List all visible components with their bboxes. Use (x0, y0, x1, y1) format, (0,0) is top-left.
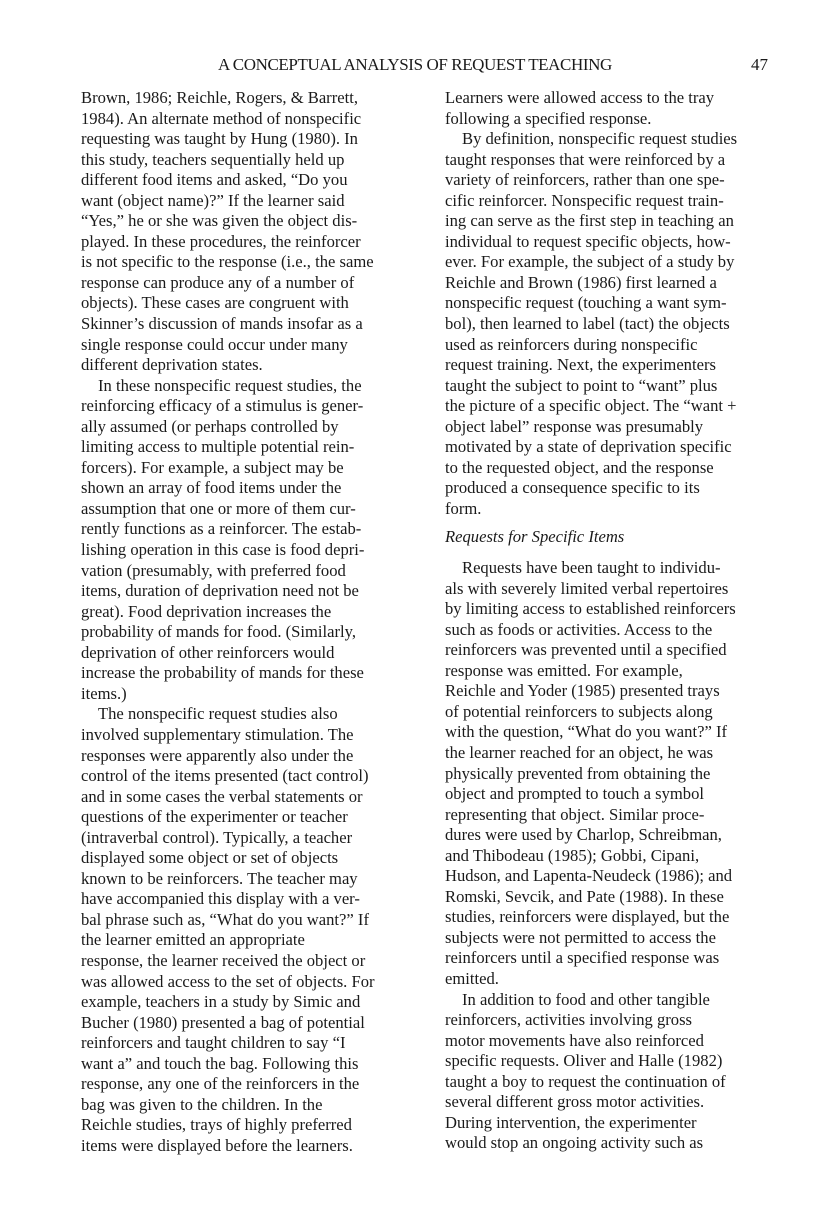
text-line: responses were apparently also under the (81, 745, 354, 765)
right-column (445, 88, 768, 1154)
text-line: The nonspecific request studies also (98, 704, 338, 724)
text-line: used as reinforcers during nonspecific (445, 334, 698, 354)
text-line: Bucher (1980) presented a bag of potential (81, 1012, 365, 1032)
text-line: deprivation of other reinforcers would (81, 642, 335, 662)
text-line: involved supplementary stimulation. The (81, 724, 354, 744)
text-line: bol), then learned to label (tact) the objects (445, 314, 730, 334)
text-line: ally assumed (or perhaps controlled by (81, 416, 339, 436)
text-line: taught a boy to request the continuation of (445, 1071, 726, 1091)
text-line: Skinner’s discussion of mands insofar as a (81, 314, 363, 334)
text-line: bag was given to the children. In the (81, 1094, 323, 1114)
text-line: cific reinforcer. Nonspecific request train- (445, 190, 724, 210)
text-line: 1984). An alternate method of nonspecific (81, 108, 362, 128)
paragraph (81, 376, 405, 705)
text-line: “Yes,” he or she was given the object dis- (81, 211, 358, 231)
text-line: want (object name)?” If the learner said (81, 190, 345, 210)
text-line: is not specific to the response (i.e., the same (81, 252, 374, 272)
text-line: studies, reinforcers were displayed, but the (445, 907, 730, 927)
text-line: shown an array of food items under the (81, 478, 342, 498)
text-line: this study, teachers sequentially held up (81, 149, 345, 169)
text-line: lishing operation in this case is food depri- (81, 540, 365, 560)
running-title: A CONCEPTUAL ANALYSIS OF REQUEST TEACHING (218, 55, 612, 74)
text-line: vation (presumably, with preferred food (81, 560, 346, 580)
text-line: great). Food deprivation increases the (81, 601, 332, 621)
text-line: object label” response was presumably (445, 416, 704, 436)
text-line: the learner emitted an appropriate (81, 930, 305, 950)
text-line: reinforcers was prevented until a specified (445, 640, 727, 660)
text-line: motor movements have also reinforced (445, 1030, 704, 1050)
text-line: dures were used by Charlop, Schreibman, (445, 825, 722, 845)
text-line: individual to request specific objects, how- (445, 231, 731, 251)
text-line: have accompanied this display with a ver- (81, 889, 360, 909)
text-line: representing that object. Similar proce- (445, 804, 705, 824)
text-line: Reichle and Brown (1986) first learned a (445, 272, 717, 292)
text-line: Requests have been taught to individu- (462, 558, 721, 578)
text-line: known to be reinforcers. The teacher may (81, 868, 358, 888)
text-line: subjects were not permitted to access the (445, 927, 716, 947)
text-line: by limiting access to established reinforcers (445, 599, 736, 619)
text-line: (intraverbal control). Typically, a teacher (81, 827, 353, 847)
text-line: During intervention, the experimenter (445, 1112, 697, 1132)
text-line: object and prompted to touch a symbol (445, 784, 704, 804)
text-line: In addition to food and other tangible (462, 989, 710, 1009)
text-line: example, teachers in a study by Simic and (81, 992, 361, 1012)
text-line: reinforcers and taught children to say “I (81, 1033, 346, 1053)
text-line: By definition, nonspecific request studies (462, 129, 738, 149)
section-heading: Requests for Specific Items (445, 527, 625, 547)
page-number: 47 (751, 55, 768, 74)
text-line: emitted. (445, 968, 499, 988)
text-line: of potential reinforcers to subjects along (445, 701, 713, 721)
text-line: Learners were allowed access to the tray (445, 88, 715, 107)
text-line: objects). These cases are congruent with (81, 293, 349, 313)
text-line: probability of mands for food. (Similarly, (81, 622, 356, 642)
text-line: and in some cases the verbal statements or (81, 786, 363, 806)
text-line: single response could occur under many (81, 334, 348, 354)
text-line: nonspecific request (touching a want sym- (445, 293, 727, 313)
text-line: items were displayed before the learners. (81, 1135, 353, 1155)
paragraph (445, 88, 768, 129)
text-line: requesting was taught by Hung (1980). In (81, 129, 358, 149)
text-line: forcers). For example, a subject may be (81, 457, 344, 477)
text-line: ever. For example, the subject of a study by (445, 252, 735, 272)
text-line: In these nonspecific request studies, the (98, 375, 362, 395)
text-line: physically prevented from obtaining the (445, 763, 711, 783)
text-line: variety of reinforcers, rather than one spe- (445, 170, 725, 190)
paragraph (445, 990, 768, 1154)
text-line: the learner reached for an object, he was (445, 742, 714, 762)
text-line: assumption that one or more of them cur- (81, 498, 356, 518)
text-line: control of the items presented (tact control) (81, 766, 369, 786)
text-line: motivated by a state of deprivation specific (445, 437, 732, 457)
paragraph (81, 88, 405, 376)
text-line: taught the subject to point to “want” plus (445, 375, 718, 395)
text-line: specific requests. Oliver and Halle (1982) (445, 1051, 723, 1071)
text-line: different food items and asked, “Do you (81, 170, 348, 190)
text-line: bal phrase such as, “What do you want?” If (81, 909, 369, 929)
text-line: with the question, “What do you want?” If (445, 722, 728, 742)
text-line: played. In these procedures, the reinforcer (81, 231, 361, 251)
text-line: Reichle studies, trays of highly preferred (81, 1115, 352, 1135)
text-line: response can produce any of a number of (81, 272, 355, 292)
paragraph (445, 129, 768, 519)
paragraph (81, 704, 405, 1156)
text-line: reinforcing efficacy of a stimulus is gener- (81, 396, 364, 416)
text-line: form. (445, 498, 482, 518)
text-line: Hudson, and Lapenta-Neudeck (1986); and (445, 866, 733, 886)
text-line: limiting access to multiple potential rein- (81, 437, 355, 457)
text-line: displayed some object or set of objects (81, 848, 339, 868)
text-line: reinforcers, activities involving gross (445, 1010, 693, 1030)
text-line: such as foods or activities. Access to the (445, 619, 713, 639)
text-line: items, duration of deprivation need not be (81, 581, 359, 601)
text-line: Reichle and Yoder (1985) presented trays (445, 681, 720, 701)
text-line: questions of the experimenter or teacher (81, 807, 348, 827)
paragraph (445, 558, 768, 989)
left-column (81, 88, 405, 1156)
text-line: the picture of a specific object. The “want + (445, 396, 737, 416)
text-line: would stop an ongoing activity such as (445, 1133, 704, 1153)
text-line: reinforcers until a specified response was (445, 948, 720, 968)
text-line: items.) (81, 683, 127, 703)
text-line: several different gross motor activities. (445, 1092, 705, 1112)
text-line: was allowed access to the set of objects. For (81, 971, 375, 991)
text-line: produced a consequence specific to its (445, 478, 700, 498)
text-line: following a specified response. (445, 108, 652, 128)
running-head (0, 55, 816, 79)
text-line: response, any one of the reinforcers in the (81, 1074, 360, 1094)
text-line: response, the learner received the object or (81, 950, 366, 970)
text-line: taught responses that were reinforced by a (445, 149, 726, 169)
text-line: ing can serve as the first step in teaching an (445, 211, 734, 231)
text-line: want a” and touch the bag. Following this (81, 1053, 359, 1073)
text-line: Brown, 1986; Reichle, Rogers, & Barrett, (81, 88, 358, 107)
text-line: response was emitted. For example, (445, 660, 683, 680)
text-line: rently functions as a reinforcer. The estab- (81, 519, 362, 539)
text-line: and Thibodeau (1985); Gobbi, Cipani, (445, 845, 700, 865)
text-line: different deprivation states. (81, 355, 263, 375)
text-line: request training. Next, the experimenters (445, 355, 716, 375)
text-line: als with severely limited verbal repertoires (445, 578, 729, 598)
text-line: to the requested object, and the response (445, 457, 714, 477)
text-line: increase the probability of mands for these (81, 663, 364, 683)
text-line: Romski, Sevcik, and Pate (1988). In these (445, 886, 724, 906)
